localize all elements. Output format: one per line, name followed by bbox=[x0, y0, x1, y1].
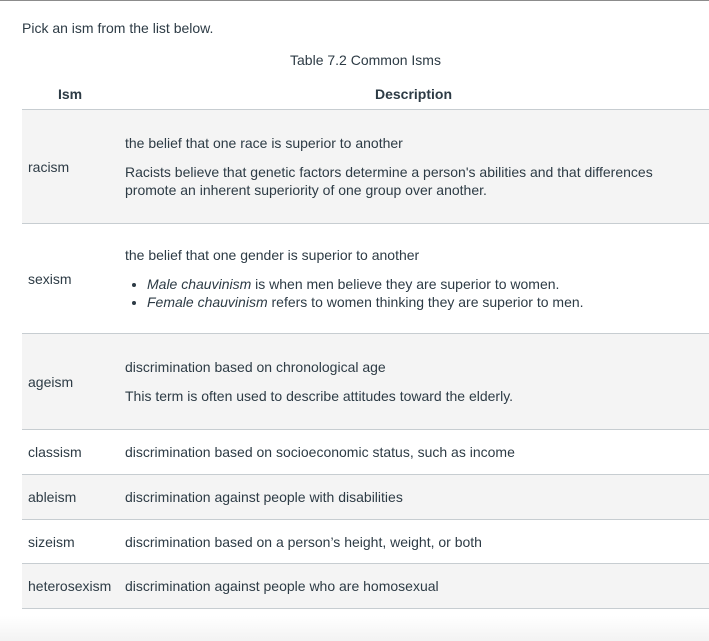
table-row-sizeism bbox=[22, 520, 709, 564]
definition-text: discrimination based on chronological age bbox=[125, 359, 386, 375]
definition-text: discrimination based on socioeconomic status, such as income bbox=[118, 430, 709, 475]
table-caption: Table 7.2 Common Isms bbox=[290, 52, 441, 68]
term: Female chauvinism bbox=[147, 294, 268, 310]
ism-cell: ableism bbox=[22, 475, 118, 520]
definition-text: discrimination based on a person’s height, weight, or both bbox=[118, 520, 709, 564]
ism-cell: sizeism bbox=[22, 520, 118, 564]
table-header-row bbox=[22, 78, 709, 110]
ism-cell: heterosexism bbox=[22, 564, 118, 609]
list-item bbox=[147, 293, 695, 311]
chauvinism-list bbox=[125, 275, 695, 311]
ism-cell: racism bbox=[22, 110, 118, 224]
description-cell bbox=[118, 224, 709, 334]
definition-text: discrimination against people with disabilities bbox=[118, 475, 709, 520]
intro-text: Pick an ism from the list below. bbox=[22, 20, 214, 36]
table-row-classism bbox=[22, 430, 709, 475]
table-row-ageism bbox=[22, 334, 709, 430]
ism-cell: sexism bbox=[22, 224, 118, 334]
isms-table bbox=[22, 78, 709, 609]
list-item bbox=[147, 275, 695, 293]
description-cell bbox=[118, 334, 709, 430]
ism-cell: classism bbox=[22, 430, 118, 475]
note-text: Racists believe that genetic factors determine a person's abilities and that differences promote an inherent superiority of one group over another. bbox=[125, 164, 653, 198]
table-row-heterosexism bbox=[22, 564, 709, 609]
column-header-description: Description bbox=[118, 78, 709, 110]
term-explanation: is when men believe they are superior to women. bbox=[251, 276, 560, 292]
definition-text: the belief that one race is superior to another bbox=[125, 135, 403, 151]
column-header-ism: Ism bbox=[22, 78, 118, 110]
table-row-ableism bbox=[22, 475, 709, 520]
table-row-racism bbox=[22, 110, 709, 224]
table-row-sexism bbox=[22, 224, 709, 334]
definition-text: the belief that one gender is superior to another bbox=[125, 247, 420, 263]
definition-text: discrimination against people who are homosexual bbox=[118, 564, 709, 609]
note-text: This term is often used to describe attitudes toward the elderly. bbox=[125, 388, 514, 404]
ism-cell: ageism bbox=[22, 334, 118, 430]
term: Male chauvinism bbox=[147, 276, 252, 292]
description-cell bbox=[118, 110, 709, 224]
top-divider bbox=[0, 0, 709, 1]
bottom-shade bbox=[0, 616, 709, 641]
term-explanation: refers to women thinking they are superior to men. bbox=[267, 294, 584, 310]
